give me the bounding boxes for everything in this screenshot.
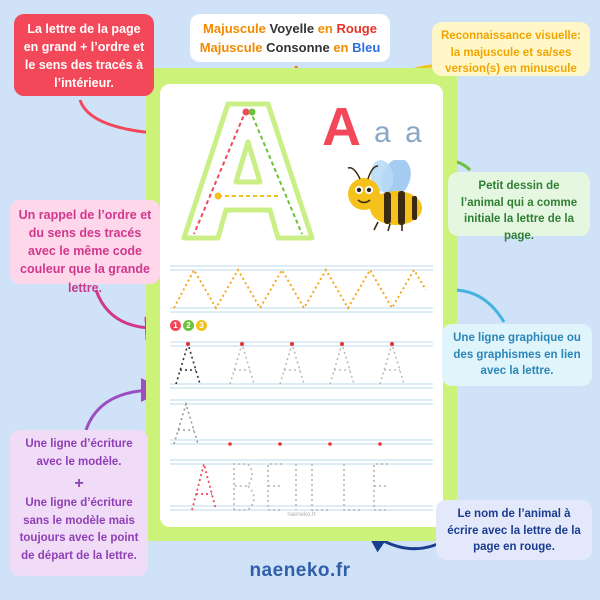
big-letter-outline bbox=[178, 98, 318, 244]
callout-color-code bbox=[190, 14, 390, 62]
callout-big-letter: La lettre de la page en grand + l’ordre et le sens des tracés à l’intérieur. bbox=[14, 14, 154, 96]
callout-writing-line-2: Une ligne d’écriture sans le modèle mais toujours avec le point de départ de la lettre. bbox=[19, 496, 139, 563]
footer-site: naeneko.fr bbox=[249, 560, 351, 581]
callout-animal-drawing: Petit dessin de l’animal qui a comme initiale la lettre de la page. bbox=[448, 172, 590, 236]
callout-stroke-reminder: Un rappel de l’ordre et du sens des tracés avec le même code couleur que la grande lettre. bbox=[10, 200, 160, 284]
callout-animal-name: Le nom de l’animal à écrire avec la lettre de la page en rouge. bbox=[436, 500, 592, 560]
writing-lines bbox=[170, 260, 433, 516]
callout-line2-d: Bleu bbox=[352, 39, 381, 55]
sheet-url: naeneko.fr bbox=[287, 512, 316, 518]
callout-line1-d: Rouge bbox=[336, 21, 377, 36]
callout-line2-b: Consonne bbox=[266, 39, 330, 55]
bee-illustration bbox=[338, 160, 428, 232]
callout-line2-c: en bbox=[329, 39, 353, 55]
callout-visual-recognition: Reconnaissance visuelle: la majuscule et sa/ses version(s) en minuscule bbox=[432, 22, 590, 76]
trace-letters-row bbox=[176, 344, 404, 384]
callout-writing-lines bbox=[10, 430, 148, 576]
step-2-dot: 2 bbox=[183, 320, 194, 331]
stroke-order-reminder bbox=[170, 320, 207, 331]
callout-line2-a: Majuscule bbox=[199, 39, 267, 55]
callout-plus: + bbox=[74, 474, 84, 492]
zigzag-graphic bbox=[174, 270, 426, 308]
word-row bbox=[192, 464, 388, 510]
model-letter-row bbox=[174, 404, 198, 444]
callout-writing-line-1: Une ligne d’écriture avec le modèle. bbox=[25, 438, 133, 468]
step-1-dot: 1 bbox=[170, 320, 181, 331]
red-capital-letter: A bbox=[322, 97, 361, 157]
step-3-dot: 3 bbox=[196, 320, 207, 331]
callout-line1-c: en bbox=[314, 21, 337, 36]
callout-line1-b: Voyelle bbox=[269, 21, 315, 36]
lowercase-letters: a a bbox=[374, 116, 425, 149]
callout-graphic-line: Une ligne graphique ou des graphismes en lien avec la lettre. bbox=[442, 324, 592, 386]
callout-line1-a: Majuscule bbox=[203, 21, 270, 36]
